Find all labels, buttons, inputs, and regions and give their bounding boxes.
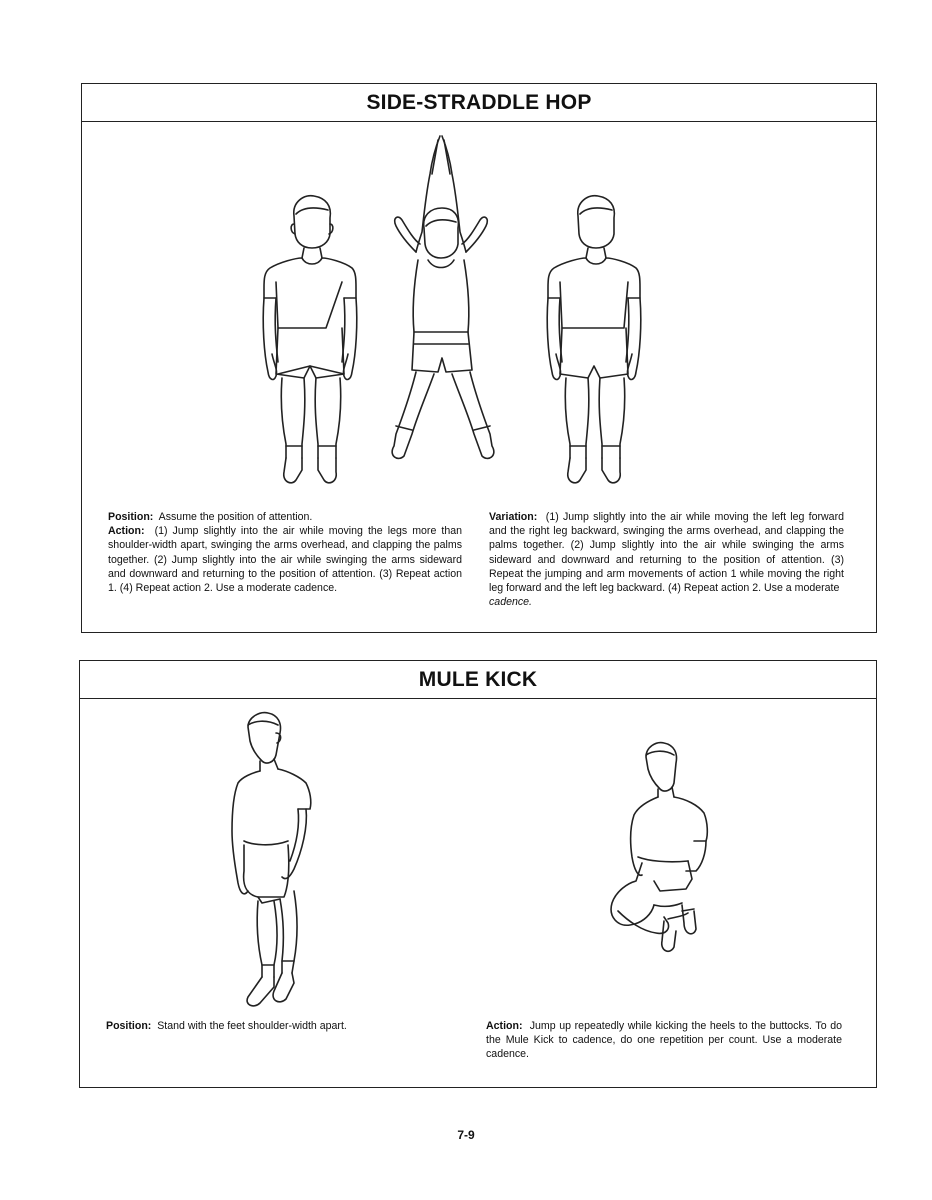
action-label: Action: [108,525,145,538]
mule-kick-position-label: Position: [106,1020,152,1032]
mule-kick-title: MULE KICK [80,661,876,699]
mule-kick-panel [79,660,877,1088]
figure-attention-end [538,192,648,492]
figure-standing-position [222,711,322,1011]
mule-kick-action-text: Jump up repeatedly while kicking the heels to the buttocks. To do the Mule Kick to cadence, do one repetition per count. Use a moderate cadence. [486,1020,843,1061]
position-text: Assume the position of attention. [158,511,313,523]
side-straddle-hop-variation [489,510,844,609]
side-straddle-hop-instructions [108,510,462,595]
side-straddle-hop-panel [81,83,877,633]
figure-attention-start [252,194,362,489]
variation-text: (1) Jump slightly into the air while moving the left leg forward and the right leg backward, swinging the arms overhead, and clapping the palms together. (2) Jump slightly into the air while swinging the arms sideward and downward and returning to the position of attention. (3) Repeat the jumping and arm movements of action 1 while moving the right leg forward and the left leg backward. (4) Repeat action 2. Use a moderate [489,511,844,595]
figure-jumping-arms-overhead [378,134,508,464]
variation-paragraph [489,510,844,595]
figure-mule-kick-jump [608,741,718,971]
action-paragraph [108,524,462,595]
page-number: 7-9 [457,1128,475,1142]
mule-kick-action [486,1019,842,1062]
position-label: Position: [108,511,154,523]
side-straddle-hop-title: SIDE-STRADDLE HOP [82,84,876,122]
position-paragraph [108,510,462,524]
mule-kick-position [106,1019,446,1033]
mule-kick-position-text: Stand with the feet shoulder-width apart. [157,1020,347,1032]
action-text: (1) Jump slightly into the air while moving the legs more than shoulder-width apart, swinging the arms overhead, and clapping the palms together. (2) Jump slightly into the air while swinging the arms sideward and downward and returning to the position of attention. (3) Repeat action 1. (4) Repeat action 2. Use a moderate cadence. [108,525,462,595]
variation-label: Variation: [489,511,538,523]
mule-kick-action-label: Action: [486,1020,523,1032]
variation-end-text: cadence. [489,596,532,609]
